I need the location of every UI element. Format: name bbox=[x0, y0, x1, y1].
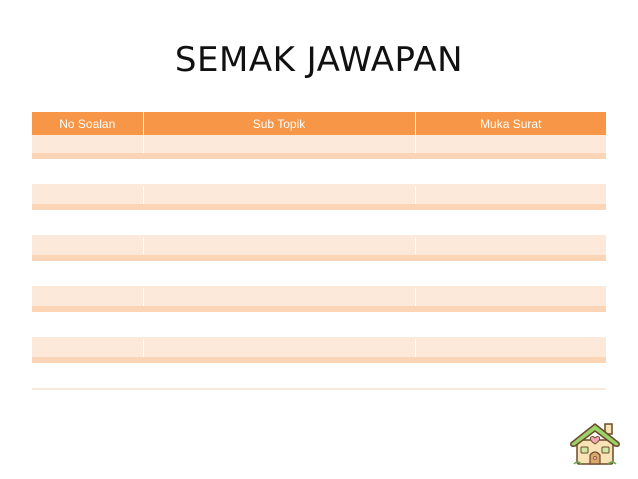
table-row bbox=[32, 360, 606, 389]
cell-muka-surat bbox=[415, 309, 606, 338]
home-icon[interactable] bbox=[568, 420, 622, 468]
cell-no-soalan bbox=[32, 185, 143, 207]
cell-muka-surat bbox=[415, 338, 606, 360]
cell-sub-topik bbox=[143, 309, 415, 338]
cell-muka-surat bbox=[415, 360, 606, 389]
cell-sub-topik bbox=[143, 287, 415, 309]
table-header-row bbox=[32, 112, 606, 135]
cell-no-soalan bbox=[32, 258, 143, 287]
header-no-soalan: No Soalan bbox=[32, 112, 143, 135]
cell-muka-surat bbox=[415, 236, 606, 258]
table-row bbox=[32, 309, 606, 338]
cell-muka-surat bbox=[415, 156, 606, 185]
cell-no-soalan bbox=[32, 135, 143, 156]
cell-no-soalan bbox=[32, 360, 143, 389]
table-row bbox=[32, 156, 606, 185]
cell-muka-surat bbox=[415, 135, 606, 156]
cell-no-soalan bbox=[32, 207, 143, 236]
cell-muka-surat bbox=[415, 185, 606, 207]
table-row bbox=[32, 207, 606, 236]
cell-no-soalan bbox=[32, 338, 143, 360]
slide-title: SEMAK JAWAPAN bbox=[174, 40, 464, 80]
cell-muka-surat bbox=[415, 287, 606, 309]
cell-sub-topik bbox=[143, 360, 415, 389]
table-row bbox=[32, 287, 606, 309]
home-icon-graphic bbox=[568, 420, 622, 468]
cell-no-soalan bbox=[32, 156, 143, 185]
cell-sub-topik bbox=[143, 258, 415, 287]
cell-muka-surat bbox=[415, 207, 606, 236]
header-muka-surat: Muka Surat bbox=[415, 112, 606, 135]
table-row bbox=[32, 236, 606, 258]
table-row bbox=[32, 338, 606, 360]
cell-sub-topik bbox=[143, 236, 415, 258]
cell-muka-surat bbox=[415, 258, 606, 287]
cell-sub-topik bbox=[143, 185, 415, 207]
table-row bbox=[32, 258, 606, 287]
header-sub-topik: Sub Topik bbox=[143, 112, 415, 135]
table-row bbox=[32, 185, 606, 207]
cell-no-soalan bbox=[32, 309, 143, 338]
cell-sub-topik bbox=[143, 207, 415, 236]
cell-no-soalan bbox=[32, 236, 143, 258]
cell-no-soalan bbox=[32, 287, 143, 309]
cell-sub-topik bbox=[143, 135, 415, 156]
answer-table bbox=[32, 112, 606, 390]
cell-sub-topik bbox=[143, 338, 415, 360]
cell-sub-topik bbox=[143, 156, 415, 185]
table-row bbox=[32, 135, 606, 156]
